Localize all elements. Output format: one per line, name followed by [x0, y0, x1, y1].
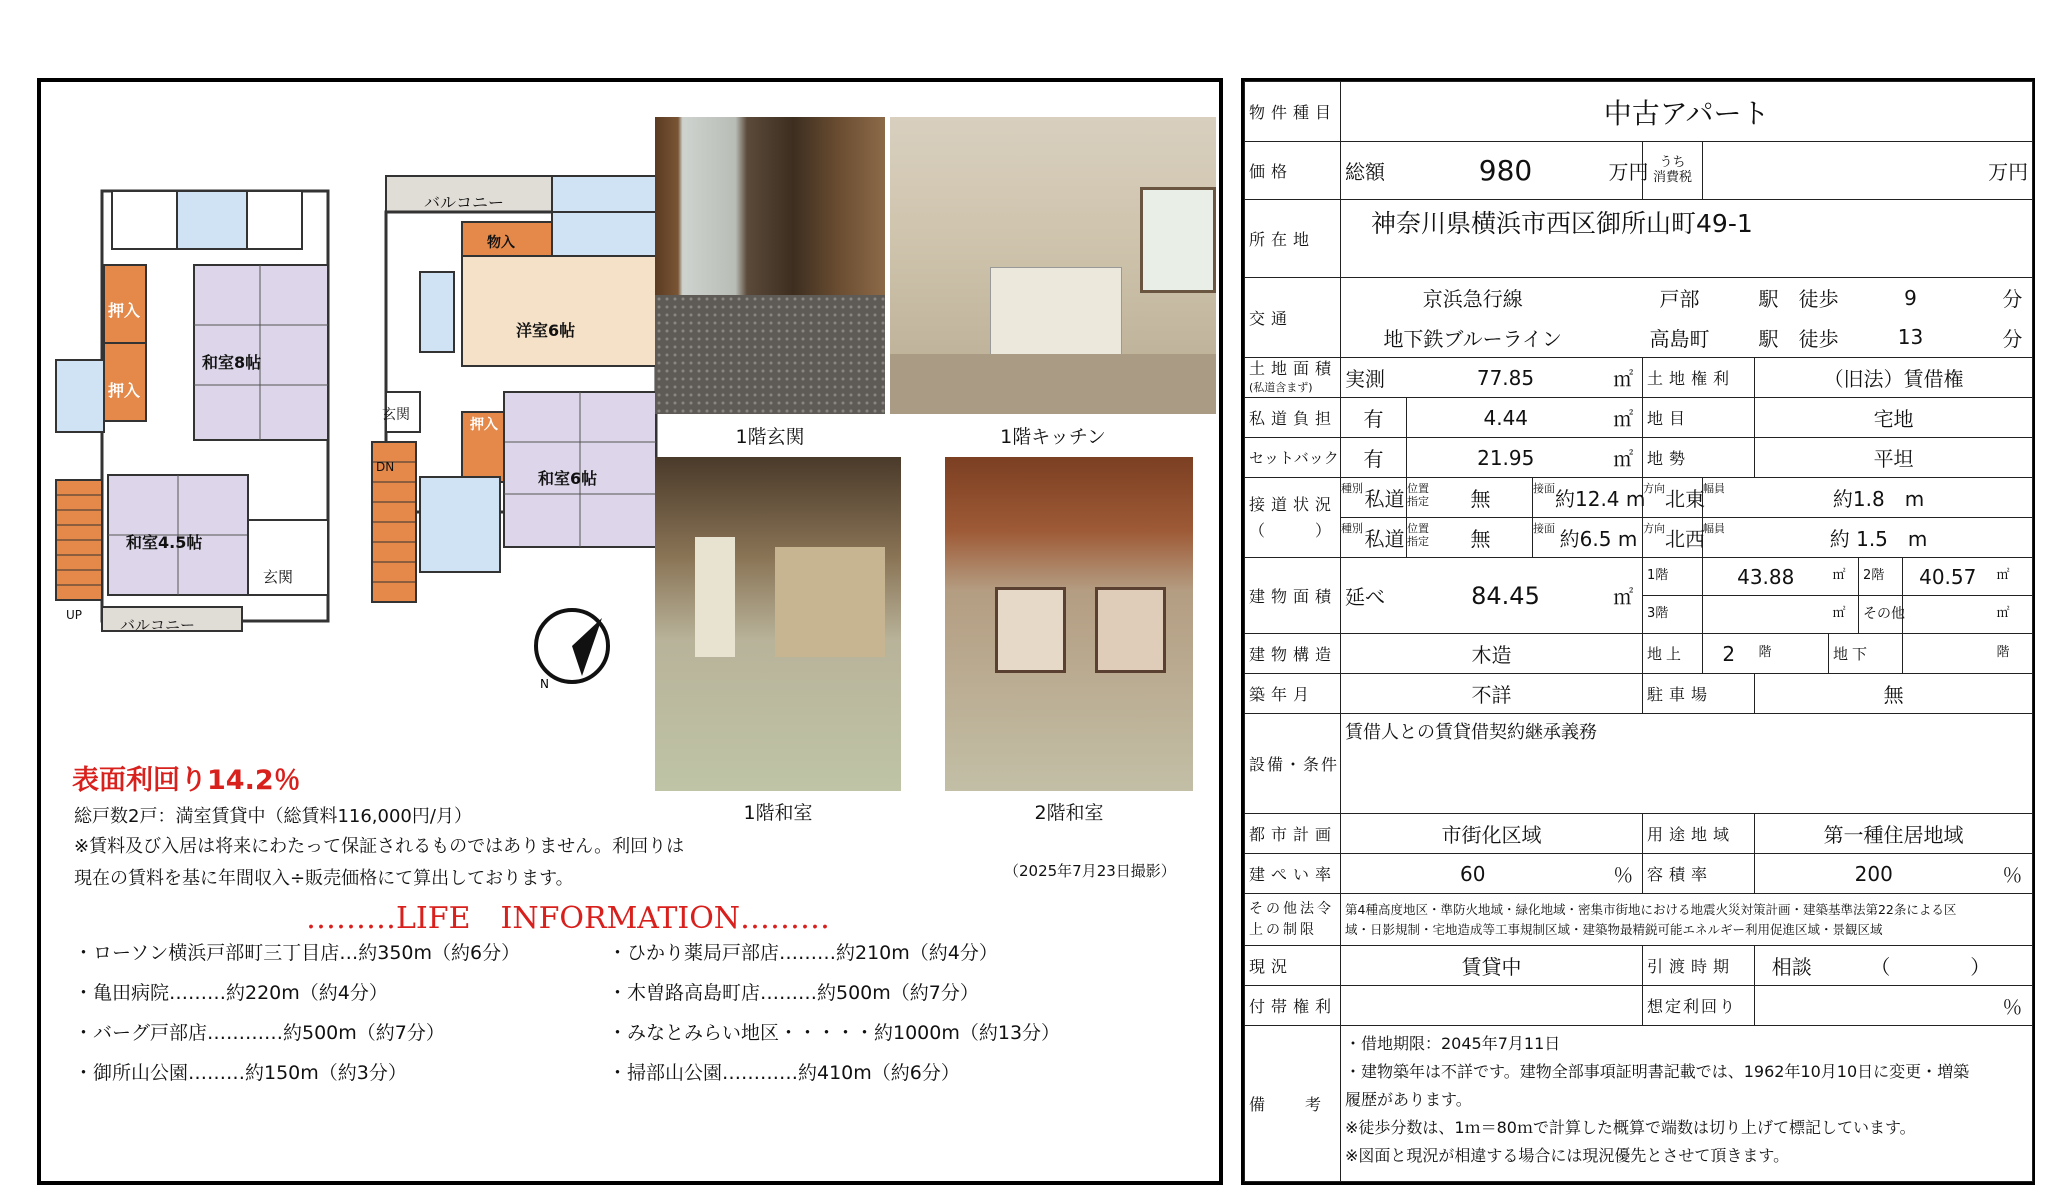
total-floor-value: 84.45 [1407, 558, 1605, 634]
road-fukuin-value: 約 1.5 [1829, 527, 1888, 551]
eki-text: 駅 [1758, 326, 1779, 351]
toshi-label: 都市計画 [1245, 814, 1341, 854]
chijo-value: 2 [1703, 634, 1755, 674]
hourei-label [1245, 894, 1341, 946]
m2-unit: ㎡ [1993, 596, 2033, 634]
m2-unit: ㎡ [1605, 438, 1643, 478]
kai-label: 階 [1755, 634, 1829, 674]
chiku-label: 築年月 [1245, 674, 1341, 714]
sotei-value [1755, 986, 1993, 1026]
road-setsumen [1533, 478, 1646, 518]
life-item: ・みなとみらい地区・・・・・約1000m（約13分） [608, 1022, 1061, 1044]
hikiwatashi-paren: （ ） [1829, 946, 2033, 986]
road-setsumen-value: 約6.5 [1559, 527, 1612, 551]
station-name: 高島町 [1605, 318, 1755, 358]
caption-2f-washitsu: 2階和室 [1034, 802, 1104, 824]
biko-line: 履歴があります。 [1345, 1090, 1472, 1109]
life-item: ・ひかり薬局戸部店………約210m（約4分） [608, 942, 998, 964]
road-setsu-label: 接面 [1533, 522, 1555, 535]
life-item: ・ローソン横浜戸部町三丁目店…約350m（約6分） [74, 942, 521, 964]
monoire-label: 物入 [487, 235, 515, 251]
road-shitei-label: 指定 [1407, 534, 1429, 548]
photo-2f-washitsu [945, 457, 1193, 791]
hikiwatashi-value: 相談 [1755, 946, 1829, 986]
biko-line: ・建物築年は不詳です。建物全部事項証明書記載では、1962年10月10日に変更・増築 [1345, 1062, 1970, 1081]
road-setsumen-value: 約12.4 [1555, 487, 1620, 511]
bukken-label: 物件種目 [1245, 82, 1341, 142]
land-area-value: 77.85 [1407, 358, 1605, 398]
road-hoko-value: 北東 [1665, 487, 1705, 511]
road-ichishitei [1407, 478, 1533, 518]
land-right-value: （旧法）賃借権 [1755, 358, 2033, 398]
m2-unit: ㎡ [1605, 358, 1643, 398]
hourei-label-1: その他法令 [1249, 900, 1334, 917]
genkan2-label: 玄関 [382, 407, 410, 423]
pct-unit: ％ [1605, 854, 1643, 894]
tax-unit: 万円 [1703, 142, 2033, 200]
f3-label: 3階 [1643, 596, 1703, 634]
yoshitsu6-label: 洋室6帖 [516, 321, 576, 340]
tochi-menseki-label [1245, 358, 1341, 398]
road-setsumen [1533, 518, 1643, 558]
chisei-label: 地勢 [1643, 438, 1755, 478]
futai-label: 付帯権利 [1245, 986, 1341, 1026]
shido-area-value: 4.44 [1407, 398, 1605, 438]
setsubi-value: 賃借人との賃貸借契約継承義務 [1341, 714, 2033, 814]
tochi-menseki-sub: (私道含まず) [1249, 381, 1313, 395]
road-shubetsu-label: 種別 [1341, 522, 1363, 535]
genkyo-value: 賃貸中 [1341, 946, 1643, 986]
toho-text: 徒歩 [1798, 326, 1839, 351]
chika-kai-label: 階 [1993, 634, 2033, 674]
chimoku-value: 宅地 [1755, 398, 2033, 438]
oshiire-label-1: 押入 [108, 301, 141, 320]
road-m-unit: m [1617, 527, 1638, 551]
dn-label: DN [376, 460, 395, 474]
jissoku-label: 実測 [1341, 358, 1407, 398]
washitsu6-label: 和室6帖 [538, 469, 598, 488]
road-shubetsu: 私道 [1364, 487, 1405, 511]
life-title: ………LIFE INFORMATION……… [306, 901, 831, 936]
chusha-label: 駐車場 [1643, 674, 1755, 714]
biko-line: ※図面と現況が相違する場合には現況優先とさせて頂きます。 [1345, 1146, 1790, 1165]
chiku-value: 不詳 [1341, 674, 1643, 714]
tochi-menseki-text: 土地面積 [1249, 358, 1338, 378]
biko-line: ・借地期限：2045年7月11日 [1345, 1034, 1561, 1053]
road-row-1 [1341, 478, 1407, 518]
up-label: UP [66, 608, 83, 622]
road-fuku-label: 幅員 [1703, 482, 1725, 495]
address-value: 神奈川県横浜市西区御所山町49-1 [1341, 200, 2033, 278]
price-value: 980 [1407, 142, 1605, 200]
shido-umu: 有 [1341, 398, 1407, 438]
sotei-label: 想定利回り [1643, 986, 1755, 1026]
hourei-label-2: 上の制限 [1249, 921, 1317, 938]
chijo-label: 地上 [1643, 634, 1703, 674]
genkyo-label: 現況 [1245, 946, 1341, 986]
walk-min: 9 [1904, 285, 1917, 310]
road-ichishitei-value: 無 [1470, 527, 1491, 551]
chisei-value: 平坦 [1755, 438, 2033, 478]
uchi-text: うち [1659, 155, 1686, 171]
photo-kitchen [890, 117, 1216, 414]
yoseki-label: 容積率 [1643, 854, 1755, 894]
hikiwatashi-label: 引渡時期 [1643, 946, 1755, 986]
line-name: 京浜急行線 [1341, 278, 1605, 318]
yield-line2: ※賃料及び入居は将来にわたって保証されるものではありません。利回りは [74, 836, 685, 857]
washitsu8-label: 和室8帖 [202, 353, 262, 372]
balcony-top-label: バルコニー [424, 193, 505, 212]
m2-unit: ㎡ [1605, 398, 1643, 438]
setback-umu: 有 [1341, 438, 1407, 478]
hourei-line-1: 第4種高度地区・準防火地域・緑化地域・密集市街地における地震火災対策計画・建築基準法第22条による区 [1345, 901, 1957, 917]
tochi-kenri-label: 土地権利 [1643, 358, 1755, 398]
yield-headline: 表面利回り14.2％ [72, 765, 301, 796]
yoto-value: 第一種住居地域 [1755, 814, 2033, 854]
f2-label: 2階 [1859, 558, 1903, 596]
life-item: ・亀田病院………約220m（約4分） [74, 982, 388, 1004]
m2-unit: ㎡ [1829, 558, 1859, 596]
biko-line: ※徒歩分数は、1ｍ＝80ｍで計算した概算で端数は切り上げて標記しています。 [1345, 1118, 1916, 1137]
f2-value: 40.57 [1903, 558, 1993, 596]
chika-value [1903, 634, 1993, 674]
shozai-label: 所在地 [1245, 200, 1341, 278]
sougaku-label: 総額 [1341, 142, 1407, 200]
life-item: ・御所山公園………約150m（約3分） [74, 1062, 407, 1084]
road-fukuin-value: 約1.8 [1832, 487, 1885, 511]
road-hoko [1643, 518, 1703, 558]
fun-label: 分 [1993, 318, 2033, 358]
road-shubetsu: 私道 [1364, 527, 1405, 551]
eki-label [1755, 318, 1839, 358]
road-fukuin [1703, 518, 2033, 558]
f1-label: 1階 [1643, 558, 1703, 596]
nobe-label: 延べ [1341, 558, 1407, 634]
pct-unit: ％ [1993, 854, 2033, 894]
setback-label: セットバック [1245, 438, 1341, 478]
road-setsu-label: 接面 [1533, 482, 1555, 495]
washitsu45-label: 和室4.5帖 [126, 533, 203, 552]
shido-label: 私道負担 [1245, 398, 1341, 438]
road-ichi-label: 位置 [1407, 482, 1429, 495]
road-ichishitei [1407, 518, 1533, 558]
m2-unit: ㎡ [1605, 558, 1643, 634]
life-item: ・バーグ戸部店…………約500m（約7分） [74, 1022, 445, 1044]
toho-text: 徒歩 [1798, 287, 1839, 312]
eki-label [1755, 278, 1839, 318]
sonota-value [1903, 596, 1993, 634]
balcony-bottom-label: バルコニー [120, 616, 196, 634]
line-name: 地下鉄ブルーライン [1341, 318, 1605, 358]
walk-min: 13 [1829, 318, 1993, 358]
road-m-unit: m [1907, 527, 1928, 551]
eki-text: 駅 [1758, 287, 1779, 312]
compass-icon [530, 606, 614, 690]
road-fukuin [1703, 478, 2033, 518]
floorplan-1f [52, 185, 342, 645]
setsudo-text: 接道状況 [1249, 494, 1338, 514]
tax-label [1643, 142, 1703, 200]
life-item: ・掃部山公園…………約410m（約6分） [608, 1062, 960, 1084]
toshi-value: 市街化区域 [1341, 814, 1643, 854]
genkan1-label: 玄関 [263, 568, 294, 586]
kozo-label: 建物構造 [1245, 634, 1341, 674]
setsudo-label [1245, 478, 1341, 558]
kenpei-value: 60 [1341, 854, 1605, 894]
m2-unit: ㎡ [1829, 596, 1859, 634]
photo-date: （2025年7月23日撮影） [1004, 862, 1176, 880]
yoto-label: 用途地域 [1643, 814, 1755, 854]
chusha-value: 無 [1755, 674, 2033, 714]
caption-genkan: 1階玄関 [735, 426, 805, 448]
yield-line3: 現在の賃料を基に年間収入÷販売価格にて算出しております。 [74, 868, 574, 889]
chika-label: 地下 [1829, 634, 1903, 674]
road-hoko-value: 北西 [1665, 527, 1705, 551]
road-hoko-label: 方向 [1643, 522, 1665, 535]
road-row-2 [1341, 518, 1407, 558]
price-unit: 万円 [1605, 142, 1643, 200]
hourei-line-2: 域・日影規制・宅地造成等工事規制区域・建築物最精鋭可能エネルギー利用促進区域・景観区域 [1345, 921, 1883, 937]
yield-line1: 総戸数2戸：満室賃貸中（総賃料116,000円/月） [74, 806, 472, 827]
setsubi-label: 設備・条件 [1245, 714, 1341, 814]
road-ichi-label: 位置 [1407, 522, 1429, 535]
road-hoko [1643, 478, 1703, 518]
bukken-value: 中古アパート [1341, 82, 2033, 142]
station-name: 戸部 [1659, 287, 1700, 312]
fun-label: 分 [1993, 278, 2033, 318]
biko-label: 備考 [1245, 1026, 1341, 1182]
spec-table [1244, 81, 2032, 1182]
f3-value [1703, 596, 1829, 634]
road-ichishitei-value: 無 [1470, 487, 1491, 511]
m2-unit: ㎡ [1993, 558, 2033, 596]
caption-kitchen: 1階キッチン [1000, 426, 1106, 448]
road-hoko-label: 方向 [1643, 482, 1665, 495]
setback-area-value: 21.95 [1407, 438, 1605, 478]
sonota-label: その他 [1859, 596, 1903, 634]
oshiire-label-2: 押入 [108, 381, 141, 400]
yoseki-value: 200 [1755, 854, 1993, 894]
life-item: ・木曽路高島町店………約500m（約7分） [608, 982, 979, 1004]
hourei-value [1341, 894, 2033, 946]
road-fuku-label: 幅員 [1703, 522, 1725, 535]
pct-unit: ％ [1993, 986, 2033, 1026]
road-m-unit: m [1625, 487, 1646, 511]
shohizei-text: 消費税 [1652, 169, 1692, 185]
kotsu-label: 交通 [1245, 278, 1341, 358]
tatemono-menseki-label: 建物面積 [1245, 558, 1341, 634]
setsudo-paren: （ ） [1249, 520, 1338, 540]
oshiire-label-3: 押入 [470, 417, 498, 433]
futai-value [1341, 986, 1643, 1026]
kozo-value: 木造 [1341, 634, 1643, 674]
svg-text:N: N [540, 677, 549, 691]
biko-value [1341, 1026, 2033, 1182]
road-shubetsu-label: 種別 [1341, 482, 1363, 495]
caption-1f-washitsu: 1階和室 [743, 802, 813, 824]
kakaku-label: 価格 [1245, 142, 1341, 200]
photo-genkan [655, 117, 885, 414]
road-shitei-label: 指定 [1407, 494, 1429, 508]
kenpei-label: 建ぺい率 [1245, 854, 1341, 894]
f1-value: 43.88 [1703, 558, 1829, 596]
road-m-unit: m [1904, 487, 1925, 511]
chimoku-label: 地目 [1643, 398, 1755, 438]
photo-1f-washitsu [655, 457, 901, 791]
